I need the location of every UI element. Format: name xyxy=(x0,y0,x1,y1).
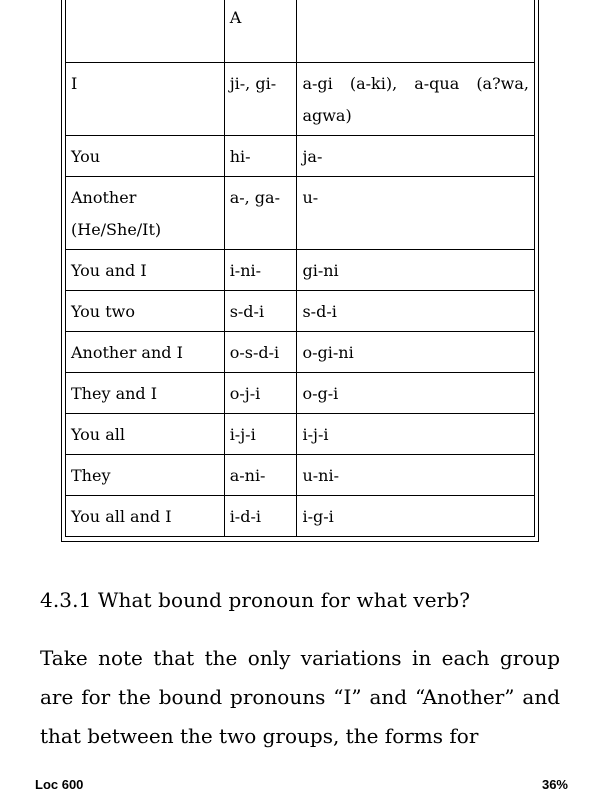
table-cell-set-b: i-j-i xyxy=(297,414,535,455)
table-row xyxy=(66,496,535,537)
table-row xyxy=(66,373,535,414)
table-cell-set-b: u-ni- xyxy=(297,455,535,496)
table-row xyxy=(66,414,535,455)
table-row xyxy=(66,177,535,250)
table-cell-person: You and I xyxy=(66,250,225,291)
table-cell-set-b: o-gi-ni xyxy=(297,332,535,373)
table-cell-set-b: u- xyxy=(297,177,535,250)
table-row xyxy=(66,455,535,496)
table-cell-set-a: o-j-i xyxy=(224,373,297,414)
table-cell-set-b: ja- xyxy=(297,136,535,177)
table-cell-set-b: gi-ni xyxy=(297,250,535,291)
table-cell-person: You xyxy=(66,136,225,177)
table-cell-set-a: s-d-i xyxy=(224,291,297,332)
table-cell-person xyxy=(66,0,225,63)
pronoun-table xyxy=(65,0,535,537)
table-cell-set-a: a-ni- xyxy=(224,455,297,496)
table-cell-person: They xyxy=(66,455,225,496)
table-cell-set-a: hi- xyxy=(224,136,297,177)
table-cell-set-a: a-, ga- xyxy=(224,177,297,250)
table-cell-set-b: i-g-i xyxy=(297,496,535,537)
table-cell-set-b: s-d-i xyxy=(297,291,535,332)
table-cell-person: You two xyxy=(66,291,225,332)
table-row xyxy=(66,0,535,63)
table-row xyxy=(66,332,535,373)
table-cell-set-b: a-gi (a-ki), a-qua (a?wa, agwa) xyxy=(297,63,535,136)
table-cell-person: Another (He/She/It) xyxy=(66,177,225,250)
reading-progress: 36% xyxy=(541,777,568,792)
table-cell-set-b: o-g-i xyxy=(297,373,535,414)
table-row xyxy=(66,136,535,177)
table-cell-set-a: o-s-d-i xyxy=(224,332,297,373)
table-cell-set-a: ji-, gi- xyxy=(224,63,297,136)
table-row xyxy=(66,250,535,291)
table-cell-set-a: i-ni- xyxy=(224,250,297,291)
table-row xyxy=(66,291,535,332)
table-cell-person: Another and I xyxy=(66,332,225,373)
table-row xyxy=(66,63,535,136)
table-cell-person: You all xyxy=(66,414,225,455)
body-paragraph: Take note that the only variations in each group are for the bound pronouns “I” and “Another” and that between the two groups, the forms for xyxy=(40,646,560,748)
section-heading: 4.3.1 What bound pronoun for what verb? xyxy=(40,588,471,612)
table-cell-person: I xyxy=(66,63,225,136)
table-cell-person: You all and I xyxy=(66,496,225,537)
table-cell-person: They and I xyxy=(66,373,225,414)
location-indicator: Loc 600 xyxy=(35,777,84,792)
table-cell-set-b xyxy=(297,0,535,63)
table-cell-set-a: A xyxy=(224,0,297,63)
table-cell-set-a: i-d-i xyxy=(224,496,297,537)
table-cell-set-a: i-j-i xyxy=(224,414,297,455)
